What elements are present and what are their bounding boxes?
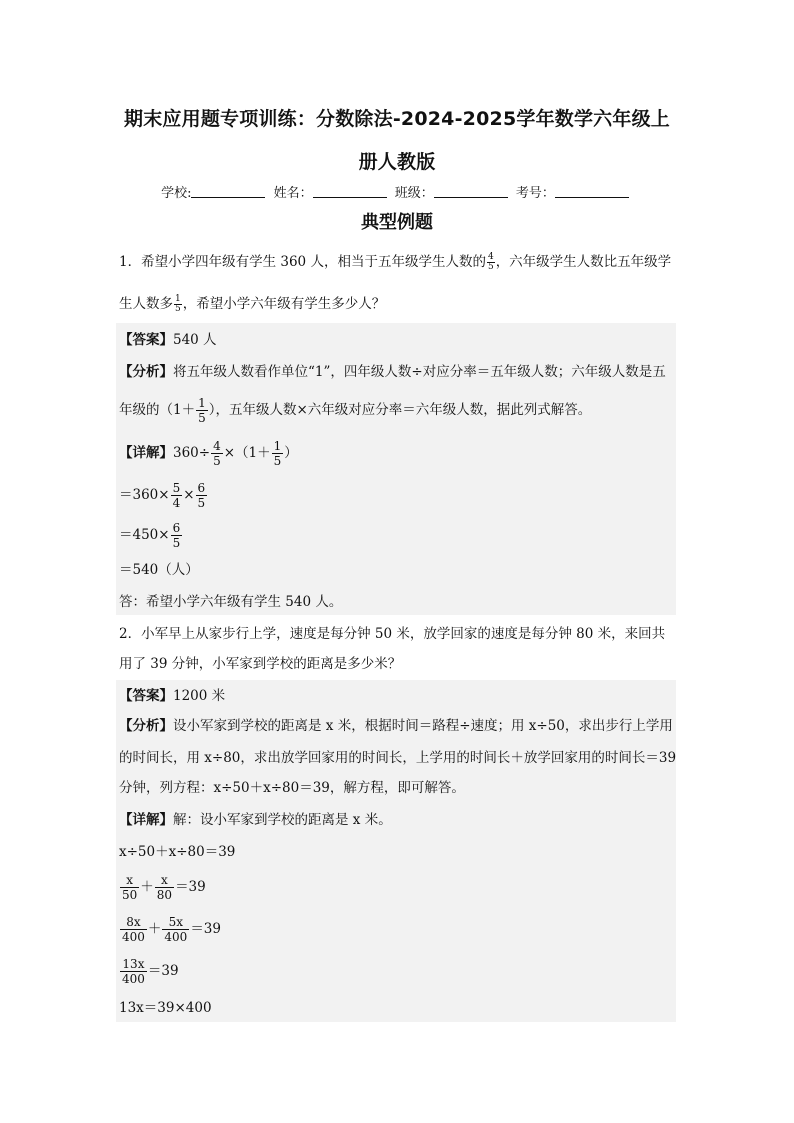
q2-line1 (119, 624, 665, 644)
detail-text: ＝450× (119, 527, 170, 543)
q2-analysis-2 (119, 748, 676, 768)
analysis-text: 的时间长，用 x÷80，求出放学回家用的时间长，上学用的时间长＋放学回家用的时间长＝39 (119, 750, 677, 766)
q2-analysis-1 (119, 716, 673, 736)
q2-text: 2．小军早上从家步行上学，速度是每分钟 50 米，放学回家的速度是每分钟 80 米，来回共 (119, 626, 666, 642)
frac-denominator: 5 (172, 536, 181, 550)
student-info-row (0, 182, 794, 201)
frac-numerator: 13x (120, 958, 147, 972)
q2-eq4 (119, 958, 179, 985)
q1-detail-3 (119, 522, 183, 549)
q2-eq5 (119, 998, 212, 1018)
frac-denominator: 5 (487, 262, 494, 272)
fraction-1-5 (196, 397, 208, 424)
section-title: 典型例题 (361, 212, 433, 233)
fraction-x-80 (155, 874, 174, 901)
q1-line2 (119, 294, 385, 314)
reply-text: 答：希望小学六年级有学生 540 人。 (119, 594, 343, 610)
frac-denominator: 400 (122, 972, 145, 986)
frac-numerator: 1 (198, 396, 206, 410)
q1-fraction (174, 295, 182, 314)
frac-denominator: 4 (172, 496, 181, 510)
frac-denominator: 5 (198, 411, 206, 425)
q2-text: 用了 39 分钟，小军家到学校的距离是多少米？ (119, 656, 402, 672)
detail-text: ） (284, 445, 298, 461)
frac-denominator: 400 (164, 930, 188, 944)
q1-analysis-2 (119, 397, 591, 424)
school-blank[interactable] (191, 185, 265, 198)
fraction-8x-400 (120, 916, 147, 943)
fraction-13x-400 (120, 958, 147, 985)
q1-text: 生人数多 (119, 296, 173, 312)
frac-denominator: 400 (122, 930, 145, 944)
analysis-text: 设小军家到学校的距离是 x 米，根据时间＝路程÷速度；用 x÷50，求出步行上学用 (173, 718, 673, 734)
analysis-label: 【分析】 (119, 718, 173, 734)
q2-eq2 (119, 874, 206, 901)
equation-text: ＝39 (147, 963, 179, 979)
page-title-line2: 册人教版 (358, 151, 436, 173)
frac-numerator: x (120, 874, 139, 888)
frac-denominator: 80 (156, 888, 173, 902)
fraction-1-5 (272, 440, 284, 467)
q1-answer (119, 330, 217, 350)
id-blank[interactable] (555, 185, 629, 198)
detail-text: ＝540（人） (119, 562, 199, 578)
frac-numerator: 1 (175, 294, 181, 304)
frac-numerator: 8x (120, 916, 147, 930)
detail-label: 【详解】 (119, 445, 173, 461)
fraction-4-5 (211, 440, 223, 467)
frac-denominator: 5 (197, 496, 206, 510)
frac-numerator: 1 (273, 439, 282, 453)
fraction-5-4 (171, 482, 183, 509)
class-blank[interactable] (434, 185, 508, 198)
detail-text: 解：设小军家到学校的距离是 x 米。 (173, 812, 392, 828)
name-label: 姓名： (273, 186, 313, 201)
detail-text: ＝360× (119, 487, 170, 503)
frac-denominator: 5 (213, 454, 221, 468)
analysis-text: ），五年级人数×六年级对应分率＝六年级人数，据此列式解答。 (208, 402, 592, 418)
q1-detail-1 (119, 440, 298, 467)
detail-label: 【详解】 (119, 812, 173, 828)
q2-line2 (119, 654, 401, 674)
equation-operator: ＋ (140, 879, 154, 895)
detail-text: 360÷ (173, 445, 211, 461)
fraction-x-50 (120, 874, 139, 901)
frac-numerator: 5 (172, 481, 181, 495)
q2-eq1 (119, 842, 235, 862)
q1-reply (119, 592, 342, 612)
q1-fraction (487, 253, 495, 272)
class-label: 班级： (394, 186, 434, 201)
answer-value: 540 人 (173, 332, 217, 348)
frac-numerator: 4 (487, 252, 494, 262)
frac-denominator: 5 (273, 454, 282, 468)
q1-detail-4 (119, 560, 199, 580)
fraction-5x-400 (162, 916, 189, 943)
q1-text: ，希望小学六年级有学生多少人？ (182, 296, 386, 312)
analysis-label: 【分析】 (119, 364, 173, 380)
detail-text: ×（1＋ (223, 445, 271, 461)
answer-label: 【答案】 (119, 332, 173, 348)
frac-numerator: 4 (213, 439, 221, 453)
frac-denominator: 50 (122, 888, 138, 902)
q1-detail-2 (119, 482, 208, 509)
equation-text: ＝39 (175, 879, 206, 895)
equation-text: 13x＝39×400 (119, 1000, 212, 1016)
fraction-6-5: $\frac{6}{5}$ (197, 481, 206, 510)
analysis-text: 分钟，列方程：x÷50＋x÷80＝39，解方程，即可解答。 (119, 780, 465, 796)
q2-detail-1 (119, 810, 392, 830)
page-title-line1: 期末应用题专项训练：分数除法-2024-2025学年数学六年级上 (124, 108, 670, 130)
answer-label: 【答案】 (119, 688, 173, 704)
name-blank[interactable] (313, 185, 387, 198)
answer-value: 1200 米 (173, 688, 226, 704)
q1-analysis-1 (119, 362, 666, 382)
q2-eq3 (119, 916, 221, 943)
detail-text: × (183, 487, 195, 503)
analysis-text: 将五年级人数看作单位“1”，四年级人数÷对应分率＝五年级人数；六年级人数是五 (173, 364, 666, 380)
analysis-text: 年级的（1＋ (119, 402, 196, 418)
q1-text: 1．希望小学四年级有学生 360 人，相当于五年级学生人数的 (119, 254, 486, 270)
q2-analysis-3 (119, 778, 465, 798)
frac-denominator: 5 (175, 304, 181, 314)
q2-answer (119, 686, 225, 706)
equation-text: ＝39 (190, 921, 221, 937)
fraction-6-5: $\frac{6}{5}$ (172, 521, 181, 550)
id-label: 考号： (515, 186, 555, 201)
frac-numerator: x (155, 874, 174, 888)
school-label: 学校: (161, 186, 192, 201)
equation-text: x÷50＋x÷80＝39 (119, 844, 236, 860)
q1-text: ，六年级学生人数比五年级学 (495, 254, 672, 270)
equation-operator: ＋ (147, 921, 162, 937)
frac-numerator: 5x (162, 916, 189, 930)
q1-line1 (119, 252, 671, 272)
